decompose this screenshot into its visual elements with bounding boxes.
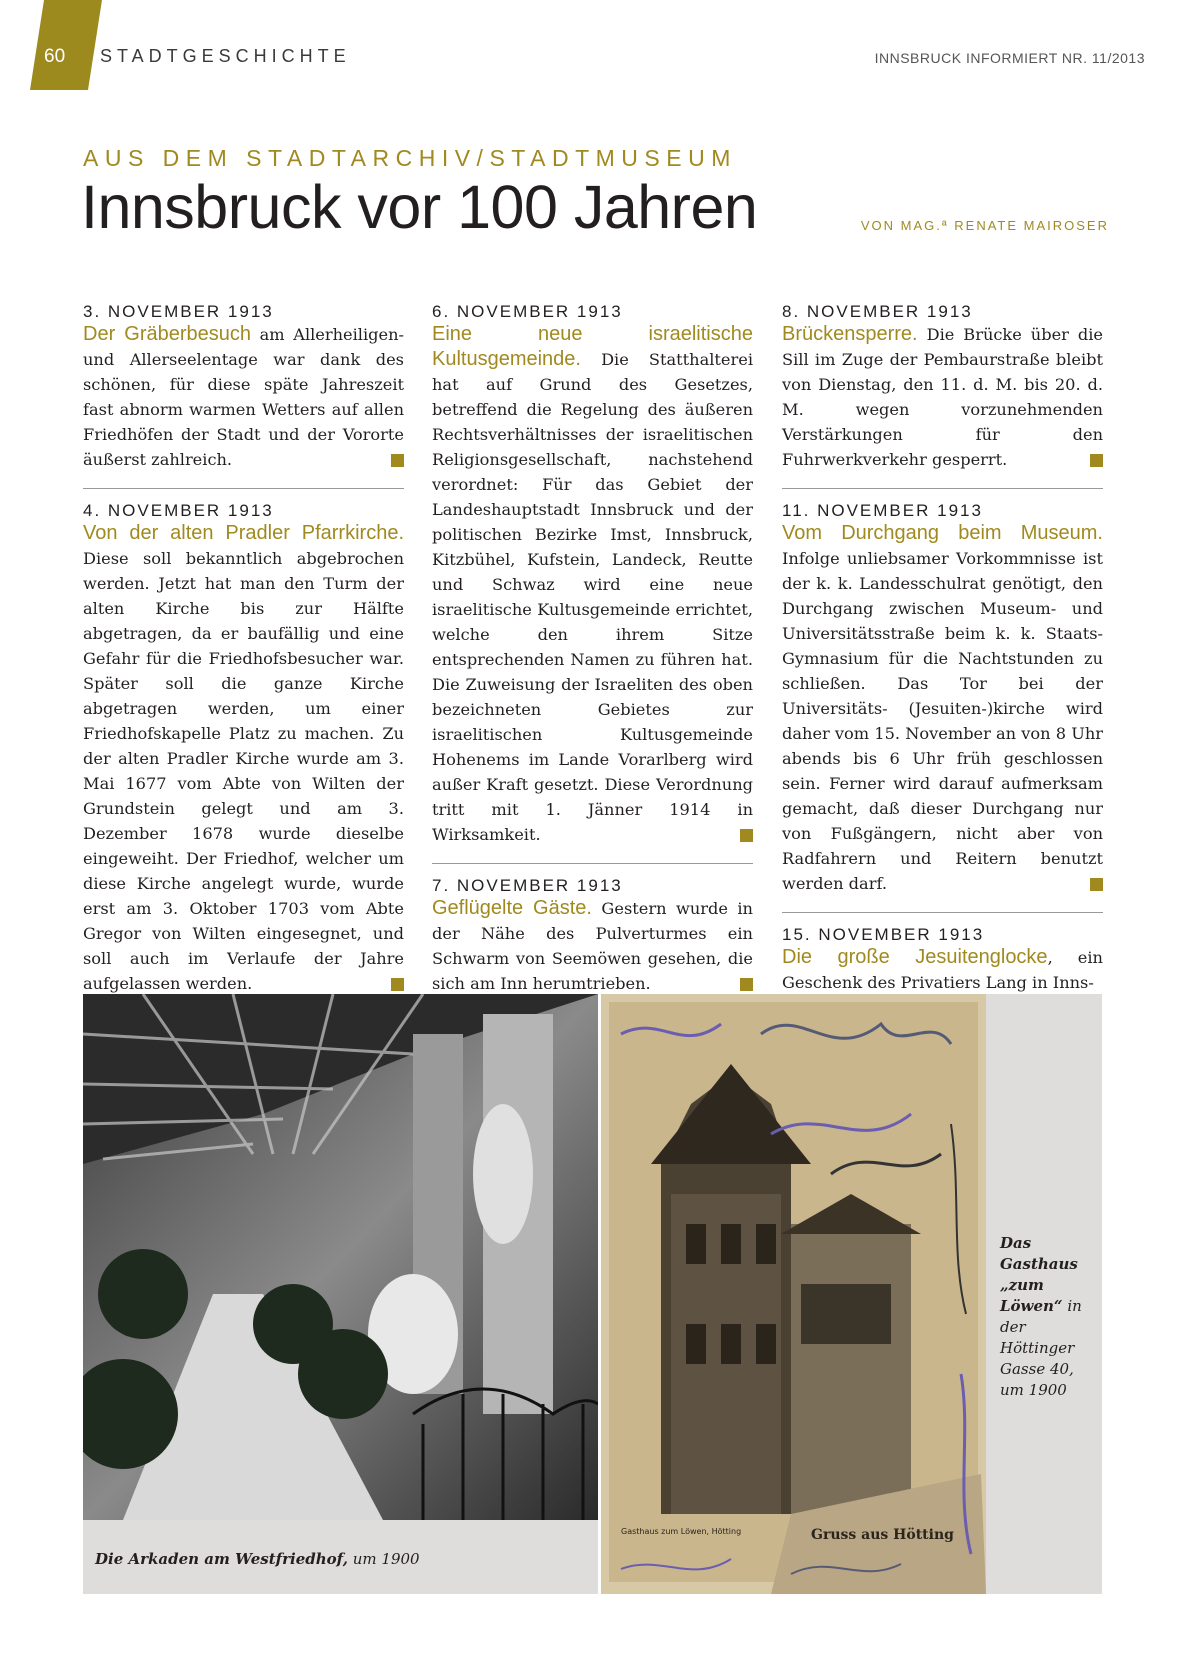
end-mark-icon <box>391 978 404 991</box>
entry-date: 15. NOVEMBER 1913 <box>782 925 985 944</box>
entry-text: Die Statthalterei hat auf Grund des Gesetzes, betreffend die Regelung des äußeren Rechtsverhältnisses der israelitischen Religionsgesellschaft, nachstehend verordnet: Für das Gebiet der Landeshauptstadt Innsbruck und der politischen Bezirke Imst, Innsbruck, Kitzbühel, Kufstein, Landeck, Reutte und Schwaz wird eine neue israelitische Kultusgemeinde errichtet, welche den ihrem Sitze entsprechenden Namen zu führen hat. Die Zuweisung der Israeliten des oben bezeichneten Gebietes zur israelitischen Kultusgemeinde Hohenems im Lande Vorarlberg wird außer Kraft gesetzt. Diese Verordnung tritt mit 1. Jänner 1914 in Wirksamkeit. <box>432 350 753 844</box>
page-tab <box>30 0 102 90</box>
entry-headline: Vom Durchgang beim Museum. <box>782 522 1103 544</box>
caption-bold: Die Arkaden am Westfriedhof, <box>95 1550 348 1568</box>
caption-rest: in der Höttinger Gasse 40, um 1900 <box>1000 1297 1082 1399</box>
divider <box>83 488 404 489</box>
column-1 <box>83 302 404 996</box>
article-title: Innsbruck vor 100 Jahren <box>81 173 758 241</box>
entry-text: Die Brücke über die Sill im Zuge der Pembaurstraße bleibt von Dienstag, den 11. d. M. bis 20. d. M. wegen vorzunehmenden Verstärkungen für den Fuhrwerkverkehr gesperrt. <box>782 325 1103 469</box>
entry-headline: Von der alten Pradler Pfarrkirche. <box>83 522 404 544</box>
entry-date: 7. NOVEMBER 1913 <box>432 876 623 895</box>
column-2 <box>432 302 753 996</box>
divider <box>782 912 1103 913</box>
entry-headline: Eine neue israelitische Kultusgemeinde. <box>432 323 753 370</box>
entry-headline: Geflügelte Gäste. <box>432 897 592 919</box>
entry-date: 3. NOVEMBER 1913 <box>83 302 274 321</box>
postcard-title: Gruss aus Hötting <box>811 1527 954 1543</box>
article-author: VON MAG.ª RENATE MAIROSER <box>860 218 1109 233</box>
entry-body <box>432 322 753 847</box>
entry-headline: Die große Jesuitenglocke <box>782 946 1048 968</box>
article-kicker: AUS DEM STADTARCHIV/STADTMUSEUM <box>83 145 737 171</box>
section-title: STADTGESCHICHTE <box>100 46 351 66</box>
issue-label: INNSBRUCK INFORMIERT NR. 11/2013 <box>874 50 1145 66</box>
end-mark-icon <box>740 829 753 842</box>
end-mark-icon <box>1090 878 1103 891</box>
photo-postcard <box>601 994 986 1594</box>
entry-body <box>782 945 1103 995</box>
entry-text: am Allerheiligen- und Allerseelentage war dank des schönen, für diese späte Jahreszeit fast abnorm warmen Wetters auf allen Friedhöfen der Stadt und der Vororte äußerst zahlreich. <box>83 325 405 469</box>
entry-headline: Der Gräberbesuch <box>83 323 252 345</box>
caption-gasthaus <box>1000 1233 1092 1401</box>
page-number: 60 <box>44 46 66 67</box>
column-3 <box>782 302 1103 995</box>
end-mark-icon <box>1090 454 1103 467</box>
divider <box>432 863 753 864</box>
entry-body <box>782 322 1103 472</box>
postcard-sign: Gasthaus zum Löwen, Hötting <box>621 1527 742 1536</box>
entry-text: , ein Geschenk des Privatiers Lang in Inns- <box>782 948 1103 992</box>
entry-date: 6. NOVEMBER 1913 <box>432 302 623 321</box>
entry-text: Gestern wurde in der Nähe des Pulverturmes ein Schwarm von Seemöwen gesehen, die sich am Inn herumtrieben. <box>432 899 753 993</box>
entry-body <box>83 521 404 996</box>
entry-body <box>432 896 753 996</box>
end-mark-icon <box>740 978 753 991</box>
divider <box>782 488 1103 489</box>
entry-date: 4. NOVEMBER 1913 <box>83 501 274 520</box>
caption-bold: Das Gasthaus „zum Löwen“ <box>1000 1234 1078 1315</box>
entry-body <box>83 322 404 472</box>
entry-date: 8. NOVEMBER 1913 <box>782 302 973 321</box>
photo-arcades <box>83 994 598 1520</box>
entry-date: 11. NOVEMBER 1913 <box>782 501 983 520</box>
entry-text: Infolge unliebsamer Vorkommnisse ist der k. k. Landesschulrat genötigt, den Durchgang zwischen Museum- und Universitätsstraße beim k. k. Staats-Gymnasium für die Nachtstunden zu schließen. Das Tor bei der Universitäts- (Jesuiten-)kirche wird daher vom 15. November an von 8 Uhr abends bis 6 Uhr früh geschlossen sein. Ferner wird darauf aufmerksam gemacht, daß dieser Durchgang nur von Fußgängern, nicht aber von Radfahrern und Reitern benutzt werden darf. <box>782 549 1103 893</box>
entry-text: Diese soll bekanntlich abgebrochen werden. Jetzt hat man den Turm der alten Kirche bis zur Hälfte abgetragen, da er baufällig und eine Gefahr für die Friedhofsbesucher war. Später soll die ganze Kirche abgetragen werden, um einer Friedhofskapelle Platz zu machen. Zu der alten Pradler Kirche wurde am 3. Mai 1677 vom Abte von Wilten der Grundstein gelegt und am 3. Dezember 1678 wurde dieselbe eingeweiht. Der Friedhof, welcher um diese Kirche angelegt wurde, wurde erst am 3. Oktober 1703 vom Abte Gregor von Wilten eingesegnet, und soll auch im Verlaufe der Jahre aufgelassen werden. <box>83 549 404 993</box>
end-mark-icon <box>391 454 404 467</box>
entry-body <box>782 521 1103 896</box>
entry-headline: Brückensperre. <box>782 323 918 345</box>
caption-rest: um 1900 <box>347 1550 420 1568</box>
caption-arcades <box>83 1520 598 1594</box>
